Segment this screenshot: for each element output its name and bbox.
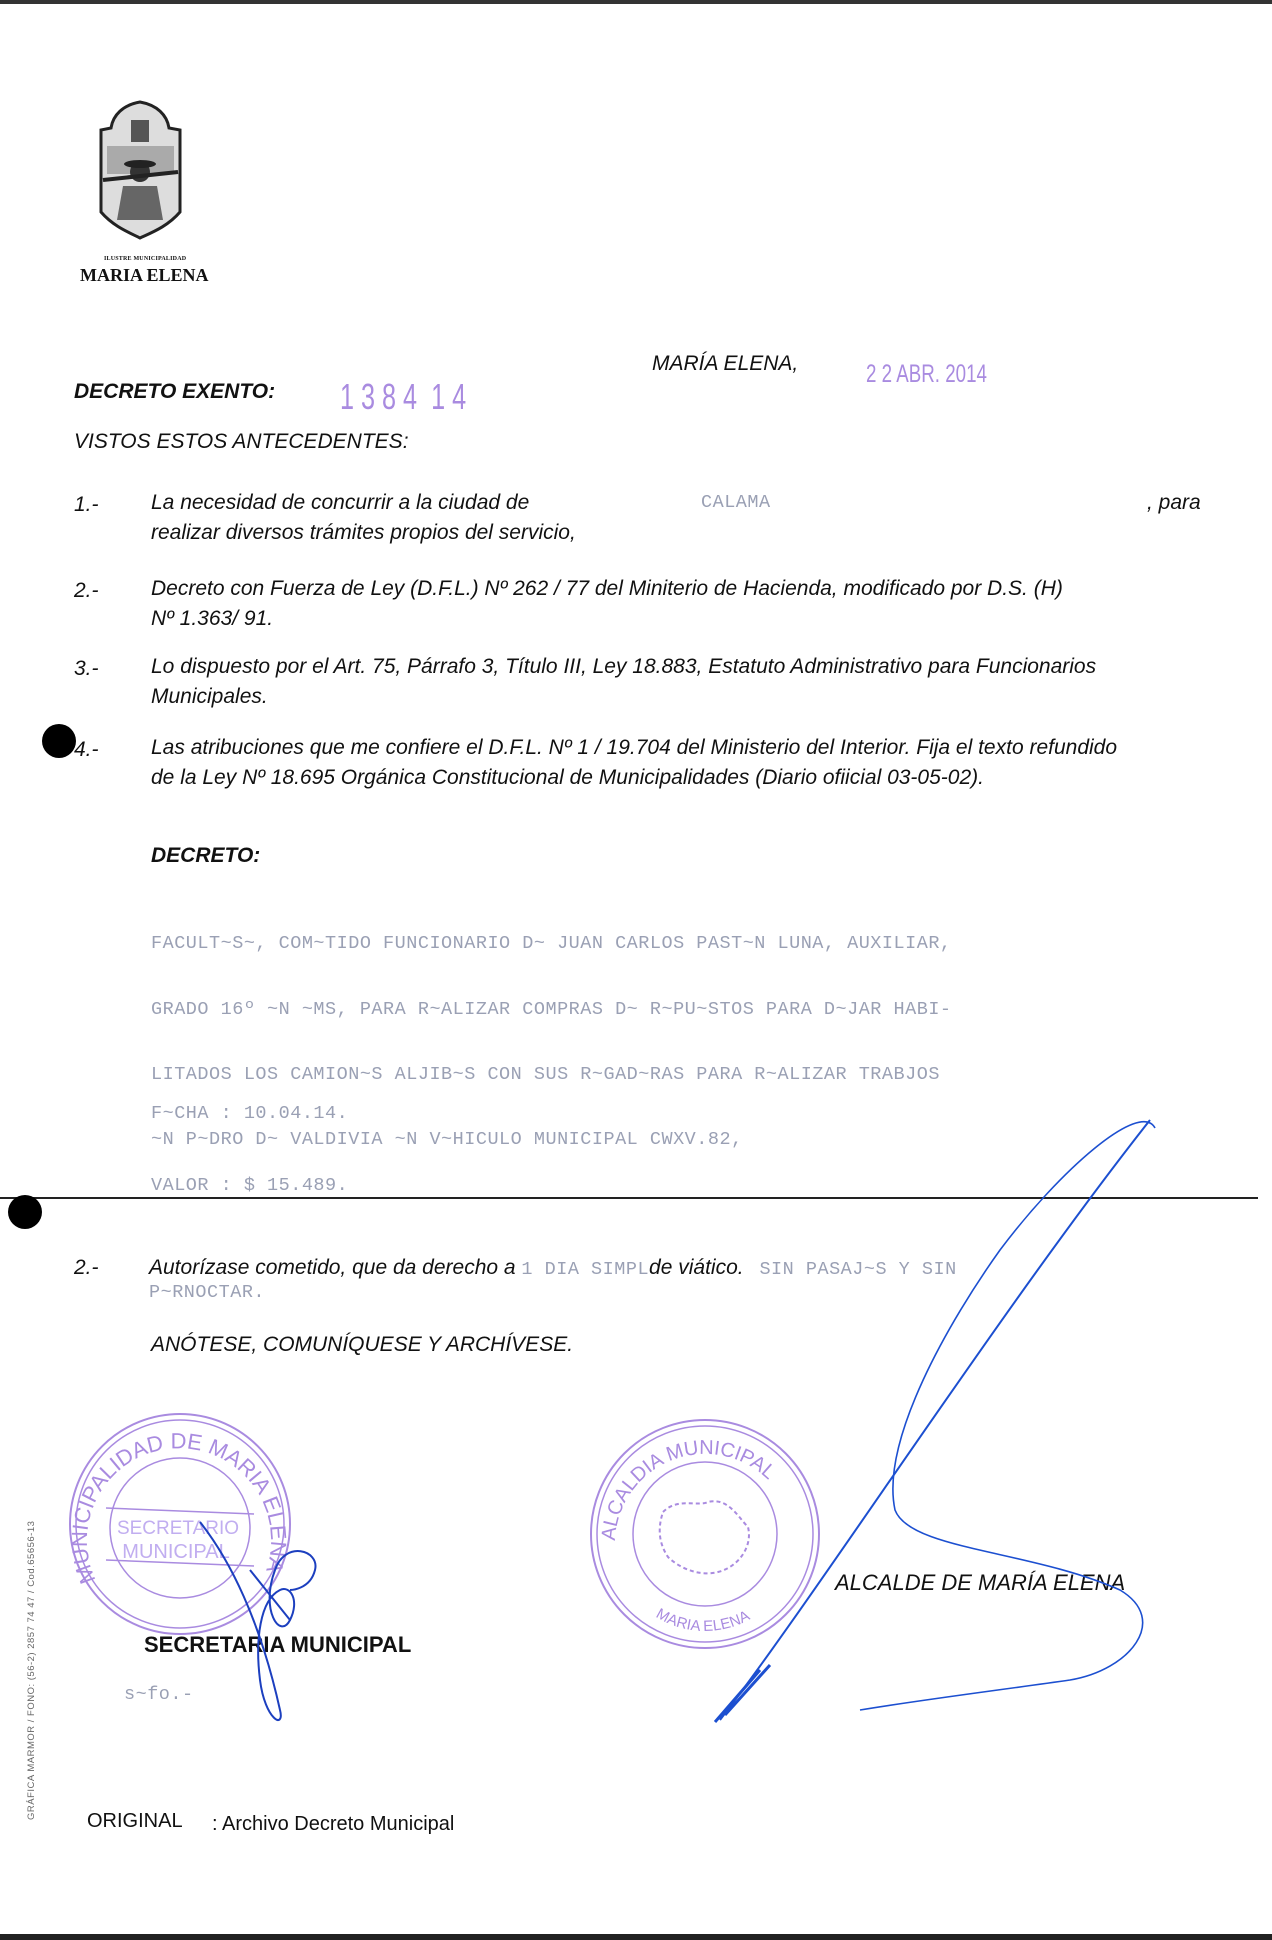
typed-line: GRADO 16º ~N ~MS, PARA R~ALIZAR COMPRAS D~ R~PU~STOS PARA D~JAR HABI- xyxy=(151,998,952,1020)
resolution-number: 2.- xyxy=(74,1256,99,1279)
scan-edge-top xyxy=(0,0,1272,4)
item-4-number: 4.- xyxy=(74,738,99,761)
alcalde-title: ALCALDE DE MARÍA ELENA xyxy=(835,1570,1126,1595)
item-1-line1-end: , para xyxy=(1147,491,1201,514)
resolution-text-a: Autorízase cometido, que da derecho a xyxy=(149,1256,516,1279)
typed-line: FACULT~S~, COM~TIDO FUNCIONARIO D~ JUAN CARLOS PAST~N LUNA, AUXILIAR, xyxy=(151,933,952,955)
item-1-line1: La necesidad de concurrir a la ciudad de xyxy=(151,491,530,514)
vistos-heading: VISTOS ESTOS ANTECEDENTES: xyxy=(74,430,409,453)
valor-value: VALOR : $ 15.489. xyxy=(151,1175,349,1196)
alcalde-signature xyxy=(700,1110,1170,1730)
typed-line: ~N P~DRO D~ VALDIVIA ~N V~HICULO MUNICIPAL CWXV.82, xyxy=(151,1128,743,1150)
item-1-city: CALAMA xyxy=(701,492,771,513)
right-stamp-ring-top: ALCALDIA MUNICIPAL xyxy=(597,1436,780,1542)
left-stamp-center-1: SECRETARIO xyxy=(116,1518,240,1539)
scan-edge-bottom xyxy=(0,1934,1272,1940)
left-stamp-ring-text: MUNICIPALIDAD DE MARIA ELENA xyxy=(66,1428,292,1588)
item-2-line2: Nº 1.363/ 91. xyxy=(151,607,274,630)
item-3-text xyxy=(151,652,1231,712)
item-4-text xyxy=(151,733,1241,793)
secretaria-initials: s~fo.- xyxy=(124,1684,194,1705)
logo-title: MARIA ELENA xyxy=(80,265,209,285)
printer-credit: GRÁFICA MARMOR / FONO: (56-2) 2857 74 47 / Cod.65656-13 xyxy=(26,1520,37,1820)
secretaria-title: SECRETARIA MUNICIPAL xyxy=(144,1632,412,1657)
typed-line: LITADOS LOS CAMION~S ALJIB~S CON SUS R~GAD~RAS PARA R~ALIZAR TRABJOS xyxy=(151,1063,940,1085)
resolution-text-b: de viático. xyxy=(649,1256,744,1279)
copy-label: ORIGINAL xyxy=(87,1810,183,1832)
decree-label: DECRETO EXENTO: xyxy=(74,380,276,403)
logo-subtitle: ILUSTRE MUNICIPALIDAD xyxy=(104,256,187,262)
left-stamp-center-2: MUNICIPAL xyxy=(122,1541,230,1563)
item-2-text xyxy=(151,574,1231,634)
item-2-number: 2.- xyxy=(74,579,99,602)
right-stamp-ring-bottom: MARIA ELENA xyxy=(653,1605,753,1636)
item-1-line2: realizar diversos trámites propios del servicio, xyxy=(151,521,576,544)
item-3-line2: Municipales. xyxy=(151,685,268,708)
decreto-heading: DECRETO: xyxy=(151,844,261,867)
item-2-line1: Decreto con Fuerza de Ley (D.F.L.) Nº 262 / 77 del Miniterio de Hacienda, modificado por D.S. (H) xyxy=(151,577,1063,600)
decree-number-stamp: 1 3 8 4 1 4 xyxy=(340,376,467,417)
copy-destination: : Archivo Decreto Municipal xyxy=(212,1813,455,1835)
closing-text: ANÓTESE, COMUNÍQUESE Y ARCHÍVESE. xyxy=(151,1333,574,1356)
item-4-line2: de la Ley Nº 18.695 Orgánica Constitucional de Municipalidades (Diario ofiicial 03-05-02). xyxy=(151,766,984,789)
viatico-days: 1 DIA SIMPL xyxy=(521,1259,650,1280)
place-label: MARÍA ELENA, xyxy=(652,352,799,375)
item-3-number: 3.- xyxy=(74,657,99,680)
municipal-coat-of-arms xyxy=(93,100,188,240)
item-3-line1: Lo dispuesto por el Art. 75, Párrafo 3, Título III, Ley 18.883, Estatuto Administrativo para Funcionarios xyxy=(151,655,1097,678)
punch-hole xyxy=(8,1195,42,1229)
item-1-text xyxy=(151,488,1211,548)
item-4-line1: Las atribuciones que me confiere el D.F.L. Nº 1 / 19.704 del Ministerio del Interior. Fija el texto refundido xyxy=(151,736,1118,759)
date-stamp: 2 2 ABR. 2014 xyxy=(866,360,987,388)
item-1-number: 1.- xyxy=(74,493,99,516)
secretaria-signature xyxy=(190,1510,340,1730)
fecha-value: F~CHA : 10.04.14. xyxy=(151,1103,349,1124)
punch-hole xyxy=(42,724,76,758)
viatico-note: SIN PASAJ~S Y SIN xyxy=(759,1259,957,1280)
viatico-note-2: P~RNOCTAR. xyxy=(149,1282,266,1303)
